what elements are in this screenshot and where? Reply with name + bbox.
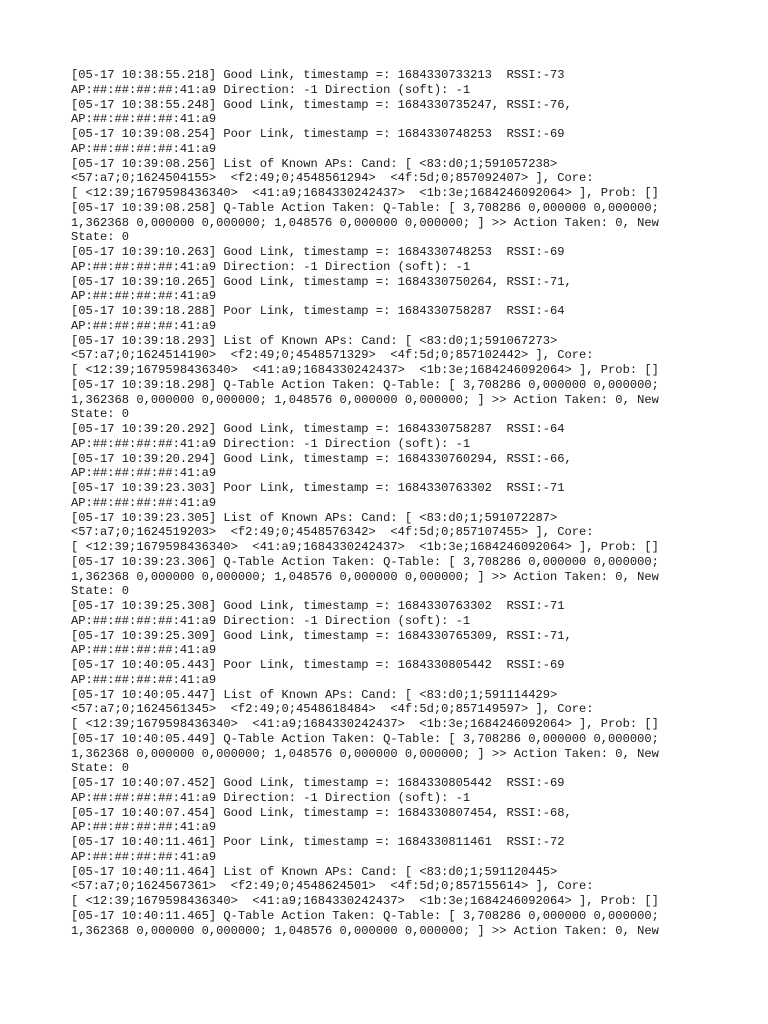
log-line: AP:##:##:##:##:41:a9: [71, 820, 217, 835]
log-line: [05-17 10:39:08.256] List of Known APs: Cand: [ <83:d0;1;591057238>: [71, 156, 558, 171]
log-line: [05-17 10:39:25.309] Good Link, timestamp =: 1684330765309, RSSI:-71,: [71, 628, 572, 643]
log-line: AP:##:##:##:##:41:a9: [71, 495, 217, 510]
log-line: [05-17 10:39:25.308] Good Link, timestamp =: 1684330763302 RSSI:-71: [71, 599, 565, 613]
log-line: <57:a7;0;1624567361> <f2:49;0;4548624501> <4f:5d;0;857155614> ], Core:: [71, 879, 594, 894]
log-line: 1,362368 0,000000 0,000000; 1,048576 0,000000 0,000000; ] >> Action Taken: 0, New: [71, 923, 659, 938]
log-line: <57:a7;0;1624514190> <f2:49;0;4548571329> <4f:5d;0;857102442> ], Core:: [71, 348, 594, 363]
log-line: [05-17 10:40:05.449] Q-Table Action Taken: Q-Table: [ 3,708286 0,000000 0,000000;: [71, 731, 659, 746]
log-line: AP:##:##:##:##:41:a9 Direction: -1 Direction (soft): -1: [71, 790, 471, 805]
log-line: [05-17 10:38:55.218] Good Link, timestamp =: 1684330733213 RSSI:-73: [71, 68, 565, 82]
log-line: [05-17 10:39:23.305] List of Known APs: Cand: [ <83:d0;1;591072287>: [71, 510, 558, 525]
log-line: AP:##:##:##:##:41:a9: [71, 112, 217, 127]
log-line: [05-17 10:39:23.306] Q-Table Action Taken: Q-Table: [ 3,708286 0,000000 0,000000;: [71, 554, 659, 569]
log-line: 1,362368 0,000000 0,000000; 1,048576 0,000000 0,000000; ] >> Action Taken: 0, New: [71, 392, 659, 407]
log-line: AP:##:##:##:##:41:a9: [71, 643, 217, 658]
log-line: [05-17 10:38:55.248] Good Link, timestamp =: 1684330735247, RSSI:-76,: [71, 97, 572, 112]
log-line: [05-17 10:39:08.258] Q-Table Action Taken: Q-Table: [ 3,708286 0,000000 0,000000;: [71, 200, 659, 215]
log-line: State: 0: [71, 584, 130, 599]
log-line: <57:a7;0;1624519203> <f2:49;0;4548576342> <4f:5d;0;857107455> ], Core:: [71, 525, 594, 540]
log-line: State: 0: [71, 407, 130, 422]
log-line: [ <12:39;1679598436340> <41:a9;1684330242437> <1b:3e;1684246092064> ], Prob: []: [71, 186, 659, 200]
log-line: 1,362368 0,000000 0,000000; 1,048576 0,000000 0,000000; ] >> Action Taken: 0, New: [71, 215, 659, 230]
log-line: [05-17 10:40:05.447] List of Known APs: Cand: [ <83:d0;1;591114429>: [71, 687, 558, 702]
log-line: [05-17 10:39:08.254] Poor Link, timestamp =: 1684330748253 RSSI:-69: [71, 127, 565, 141]
log-line: AP:##:##:##:##:41:a9: [71, 849, 217, 864]
log-line: <57:a7;0;1624561345> <f2:49;0;4548618484> <4f:5d;0;857149597> ], Core:: [71, 702, 594, 717]
log-line: AP:##:##:##:##:41:a9 Direction: -1 Direction (soft): -1: [71, 613, 471, 628]
log-line: [05-17 10:40:11.464] List of Known APs: Cand: [ <83:d0;1;591120445>: [71, 864, 558, 879]
log-line: [05-17 10:39:23.303] Poor Link, timestamp =: 1684330763302 RSSI:-71: [71, 481, 565, 495]
log-line: AP:##:##:##:##:41:a9: [71, 466, 217, 481]
log-line: [ <12:39;1679598436340> <41:a9;1684330242437> <1b:3e;1684246092064> ], Prob: []: [71, 540, 659, 554]
log-line: State: 0: [71, 230, 130, 245]
log-line: [05-17 10:40:11.461] Poor Link, timestamp =: 1684330811461 RSSI:-72: [71, 835, 565, 849]
log-document: [71, 68, 691, 938]
log-line: [05-17 10:40:07.452] Good Link, timestamp =: 1684330805442 RSSI:-69: [71, 776, 565, 790]
log-line: [05-17 10:40:05.443] Poor Link, timestamp =: 1684330805442 RSSI:-69: [71, 658, 565, 672]
log-line: [05-17 10:39:10.265] Good Link, timestamp =: 1684330750264, RSSI:-71,: [71, 274, 572, 289]
log-line: [ <12:39;1679598436340> <41:a9;1684330242437> <1b:3e;1684246092064> ], Prob: []: [71, 717, 659, 731]
log-line: [ <12:39;1679598436340> <41:a9;1684330242437> <1b:3e;1684246092064> ], Prob: []: [71, 894, 659, 908]
log-line: [ <12:39;1679598436340> <41:a9;1684330242437> <1b:3e;1684246092064> ], Prob: []: [71, 363, 659, 377]
log-line: 1,362368 0,000000 0,000000; 1,048576 0,000000 0,000000; ] >> Action Taken: 0, New: [71, 746, 659, 761]
log-line: AP:##:##:##:##:41:a9: [71, 141, 217, 156]
log-line: [05-17 10:39:10.263] Good Link, timestamp =: 1684330748253 RSSI:-69: [71, 245, 565, 259]
log-line: [05-17 10:39:18.288] Poor Link, timestamp =: 1684330758287 RSSI:-64: [71, 304, 565, 318]
log-line: AP:##:##:##:##:41:a9: [71, 318, 217, 333]
log-line: [05-17 10:39:20.294] Good Link, timestamp =: 1684330760294, RSSI:-66,: [71, 451, 572, 466]
log-line: [05-17 10:40:07.454] Good Link, timestamp =: 1684330807454, RSSI:-68,: [71, 805, 572, 820]
log-line: AP:##:##:##:##:41:a9: [71, 672, 217, 687]
log-line: [05-17 10:39:18.298] Q-Table Action Taken: Q-Table: [ 3,708286 0,000000 0,000000;: [71, 377, 659, 392]
log-line: AP:##:##:##:##:41:a9: [71, 289, 217, 304]
log-line: [05-17 10:39:18.293] List of Known APs: Cand: [ <83:d0;1;591067273>: [71, 333, 558, 348]
log-line: <57:a7;0;1624504155> <f2:49;0;4548561294> <4f:5d;0;857092407> ], Core:: [71, 171, 594, 186]
log-line: 1,362368 0,000000 0,000000; 1,048576 0,000000 0,000000; ] >> Action Taken: 0, New: [71, 569, 659, 584]
log-line: AP:##:##:##:##:41:a9 Direction: -1 Direction (soft): -1: [71, 259, 471, 274]
log-line: AP:##:##:##:##:41:a9 Direction: -1 Direction (soft): -1: [71, 436, 471, 451]
log-line: AP:##:##:##:##:41:a9 Direction: -1 Direction (soft): -1: [71, 82, 471, 97]
log-line: State: 0: [71, 761, 130, 776]
log-line: [05-17 10:40:11.465] Q-Table Action Taken: Q-Table: [ 3,708286 0,000000 0,000000;: [71, 908, 659, 923]
log-line: [05-17 10:39:20.292] Good Link, timestamp =: 1684330758287 RSSI:-64: [71, 422, 565, 436]
